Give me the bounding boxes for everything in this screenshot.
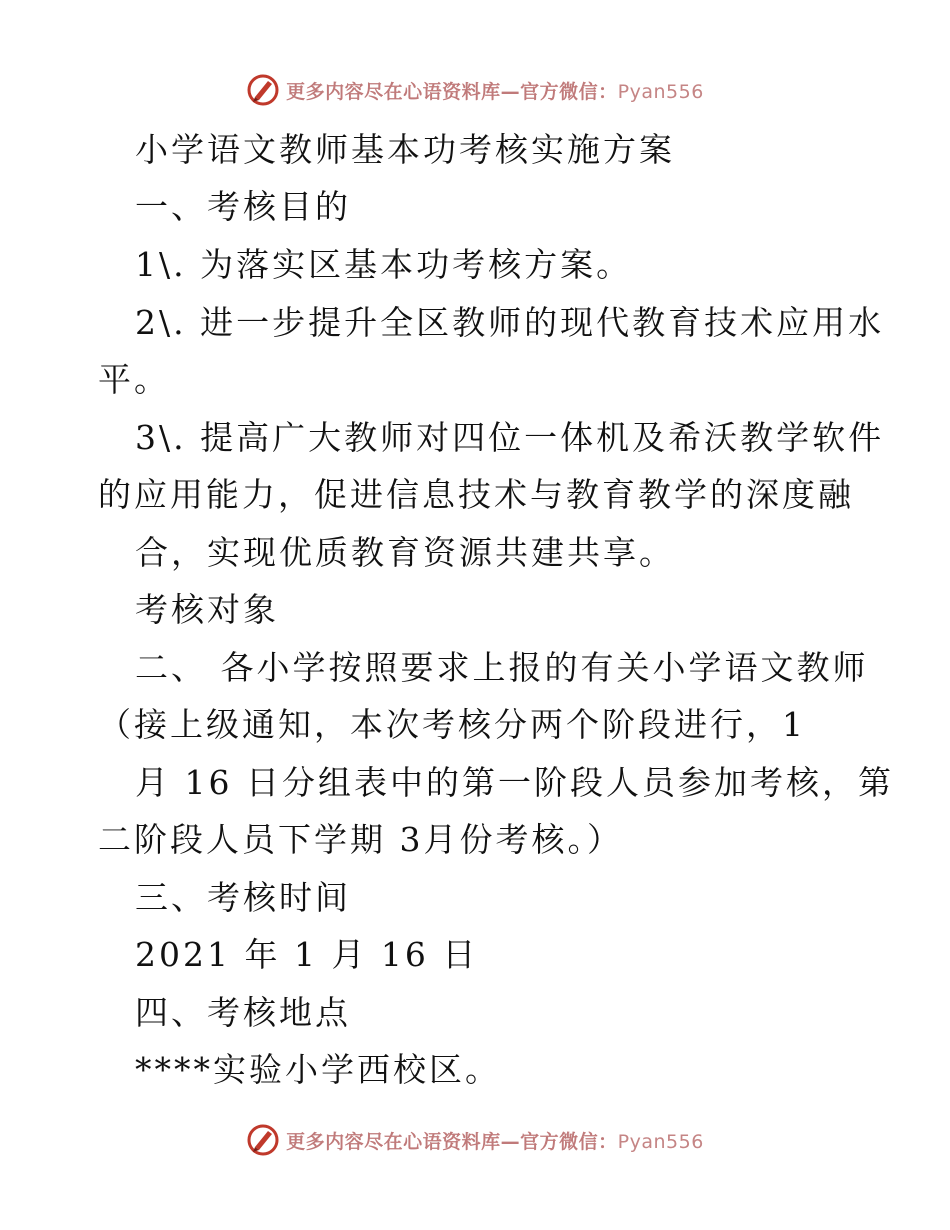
- pen-logo-icon: [246, 73, 280, 107]
- paragraph-line: 1\. 为落实区基本功考核方案。: [135, 245, 633, 284]
- wechat-id: Pyan556: [617, 80, 704, 103]
- paragraph-line: 2\. 进一步提升全区教师的现代教育技术应用水: [135, 303, 885, 342]
- wechat-id: Pyan556: [617, 1130, 704, 1153]
- paragraph-line: 3\. 提高广大教师对四位一体机及希沃教学软件: [135, 418, 885, 457]
- document-title: 小学语文教师基本功考核实施方案: [135, 130, 675, 169]
- paragraph-line: （接上级通知，本次考核分两个阶段进行，1: [98, 705, 806, 744]
- banner-slogan: 更多内容尽在心语资料库—官方微信：: [286, 1130, 618, 1153]
- section-heading-purpose: 一、考核目的: [135, 187, 351, 226]
- paragraph-line: 二、 各小学按照要求上报的有关小学语文教师: [135, 648, 869, 687]
- paragraph-line: 平。: [98, 360, 170, 399]
- paragraph-line: 月 16 日分组表中的第一阶段人员参加考核，第: [135, 763, 894, 802]
- section-heading-time: 三、考核时间: [135, 878, 351, 917]
- paragraph-line: 二阶段人员下学期 3月份考核。）: [98, 820, 623, 859]
- exam-location: ****实验小学西校区。: [135, 1050, 501, 1089]
- footer-banner: [0, 1120, 950, 1160]
- banner-text: [286, 77, 704, 104]
- exam-date: 2021 年 1 月 16 日: [135, 935, 479, 974]
- paragraph-line: 合，实现优质教育资源共建共享。: [135, 533, 675, 572]
- paragraph-line: 的应用能力，促进信息技术与教育教学的深度融: [98, 475, 854, 514]
- header-banner: [0, 70, 950, 110]
- banner-text: [286, 1127, 704, 1154]
- section-heading-location: 四、考核地点: [135, 993, 351, 1032]
- pen-logo-icon: [246, 1123, 280, 1157]
- section-heading-target: 考核对象: [135, 590, 279, 629]
- banner-slogan: 更多内容尽在心语资料库—官方微信：: [286, 80, 618, 103]
